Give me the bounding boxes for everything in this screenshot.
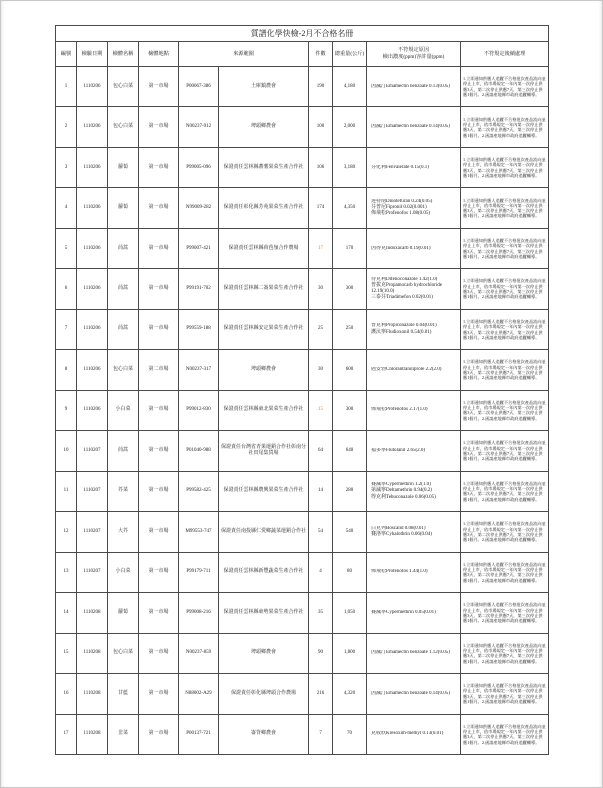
- cell-no: 4: [56, 188, 77, 228]
- cell-location: 第一市場: [139, 228, 179, 268]
- cell-no: 15: [56, 633, 77, 673]
- cell-date: 1110207: [77, 471, 108, 511]
- cell-location: 第一市場: [139, 390, 179, 430]
- cell-item: 茼蒿: [108, 228, 139, 268]
- cell-source: 埤頭鄉農會: [219, 107, 309, 147]
- reason-line: 芬化利Fenvalerate 0.15(0.1): [371, 164, 429, 170]
- action-text: 1.立即通知供應人追蹤不合格批次產品流向並停止上市，依市場規定一年內第一次停止供應3天，第二次停止供應7天，第三次停止供應1個月。2.函請產地縣市政府追蹤輔導。: [463, 683, 546, 705]
- table-row: [56, 431, 549, 471]
- table-row: [56, 471, 549, 511]
- cell-weight: 2,000: [333, 107, 367, 147]
- action-text: 1.立即通知供應人追蹤不合格批次產品流向並停止上市，依市場規定一年內第一次停止供應3天，第二次停止供應7天，第三次停止供應1個月。2.函請產地縣市政府追蹤輔導。: [463, 278, 546, 300]
- cell-count: 90: [309, 633, 333, 673]
- cell-weight: 640: [333, 431, 367, 471]
- reason-line: 普克利Propiconazole 0.04(0.01): [371, 323, 437, 329]
- cell-count: 174: [309, 188, 333, 228]
- action-text: 1.立即通知供應人追蹤不合格批次產品流向並停止上市，依市場規定一年內第一次停止供應3天，第二次停止供應7天，第三次停止供應1個月。2.函請產地縣市政府追蹤輔導。: [463, 440, 546, 462]
- cell-source: 保證責任雲林縣蕃薯果菜生產合作社: [219, 147, 309, 187]
- cell-action: [461, 228, 549, 268]
- cell-reasons: [367, 593, 461, 633]
- table-body: [56, 67, 549, 755]
- cell-reasons: [367, 107, 461, 147]
- cell-source: 保證責任雲林縣東勢果菜生產合作社: [219, 593, 309, 633]
- cell-item: 包心白菜: [108, 633, 139, 673]
- cell-code: P99582-425: [179, 471, 219, 511]
- header-action: 不符規定後續處理: [461, 42, 549, 67]
- table-row: [56, 633, 549, 673]
- cell-source: 崙背鄉農會: [219, 714, 309, 754]
- reason-line: 護汰寧Fludioxonil 0.54(0.01): [371, 329, 432, 335]
- cell-source: 土庫鎮農會: [219, 67, 309, 107]
- cell-reasons: [367, 309, 461, 349]
- cell-reasons: [367, 269, 461, 309]
- cell-date: 1110208: [77, 714, 108, 754]
- cell-code: N00237-912: [179, 107, 219, 147]
- header-reason: [367, 42, 461, 67]
- cell-date: 1110207: [77, 431, 108, 471]
- cell-reasons: [367, 350, 461, 390]
- cell-action: [461, 714, 549, 754]
- cell-action: [461, 512, 549, 552]
- cell-no: 2: [56, 107, 77, 147]
- cell-source: 保證責任台灣省青果運銷合作社彰南分社田尾集貨場: [219, 431, 309, 471]
- cell-date: 1110206: [77, 309, 108, 349]
- cell-action: [461, 674, 549, 714]
- cell-reasons: [367, 512, 461, 552]
- reason-line: 佈飛松Profenofos 1.08(0.05): [371, 211, 431, 217]
- cell-location: 第一市場: [139, 714, 179, 754]
- header-item: 檢體名稱: [108, 42, 139, 67]
- cell-location: 第一市場: [139, 674, 179, 714]
- cell-item: 蘿蔔: [108, 147, 139, 187]
- cell-code: P99012-830: [179, 390, 219, 430]
- cell-reasons: [367, 552, 461, 592]
- header-weight: 總重量(公斤): [333, 42, 367, 67]
- cell-date: 1110206: [77, 107, 108, 147]
- cell-code: P01040-988: [179, 431, 219, 471]
- title-row: [56, 26, 549, 42]
- cell-location: 第一市場: [139, 188, 179, 228]
- table-row: [56, 269, 549, 309]
- cell-action: [461, 431, 549, 471]
- cell-code: N88002-A29: [179, 674, 219, 714]
- cell-count: 7: [309, 714, 333, 754]
- reason-line: 普拔克Propamocarb hydrochloride 12.19(10.0): [371, 282, 442, 295]
- cell-action: [461, 67, 549, 107]
- table-row: [56, 188, 549, 228]
- action-text: 1.立即通知供應人追蹤不合格批次產品流向並停止上市，依市場規定一年內第一次停止供應3天，第二次停止供應7天，第三次停止供應1個月。2.函請產地縣市政府追蹤輔導。: [463, 561, 546, 583]
- cell-code: P99191-702: [179, 269, 219, 309]
- cell-source: 埤頭鄉農會: [219, 350, 309, 390]
- cell-location: 第一市場: [139, 512, 179, 552]
- cell-item: 大芥: [108, 512, 139, 552]
- cell-code: M99553-747: [179, 512, 219, 552]
- cell-code: N99009-282: [179, 188, 219, 228]
- cell-no: 11: [56, 471, 77, 511]
- cell-weight: 250: [333, 309, 367, 349]
- cell-no: 13: [56, 552, 77, 592]
- cell-source: 保證責任雲林縣農興果菜生產合作社: [219, 471, 309, 511]
- cell-reasons: [367, 390, 461, 430]
- cell-count: 15: [309, 390, 333, 430]
- cell-count: 17: [309, 228, 333, 268]
- cell-item: 韭菜: [108, 714, 139, 754]
- cell-reasons: [367, 67, 461, 107]
- cell-reasons: [367, 633, 461, 673]
- action-text: 1.立即通知供應人追蹤不合格批次產品流向並停止上市，依市場規定一年內第一次停止供應3天，第二次停止供應7天，第三次停止供應1個月。2.函請產地縣市政府追蹤輔導。: [463, 602, 546, 624]
- cell-item: 包心白菜: [108, 107, 139, 147]
- cell-no: 17: [56, 714, 77, 754]
- cell-reasons: [367, 431, 461, 471]
- reason-line: 因得克Indoxacarb 0.19(0.01): [371, 245, 431, 251]
- cell-count: 64: [309, 431, 333, 471]
- cell-count: 30: [309, 269, 333, 309]
- cell-code: P99008-216: [179, 593, 219, 633]
- reason-line: 得克利Tebuconazole 0.06(0.05): [371, 494, 436, 500]
- header-location: 檢體地點: [139, 42, 179, 67]
- cell-count: 4: [309, 552, 333, 592]
- cell-weight: 540: [333, 512, 367, 552]
- cell-code: P99179-711: [179, 552, 219, 592]
- cell-no: 12: [56, 512, 77, 552]
- action-text: 1.立即通知供應人追蹤不合格批次產品流向並停止上市，依市場規定一年內第一次停止供應3天，第二次停止供應7天，第三次停止供應1個月。2.函請產地縣市政府追蹤輔導。: [463, 723, 546, 745]
- cell-count: 14: [309, 471, 333, 511]
- cell-no: 9: [56, 390, 77, 430]
- reason-line: 佈飛松Profenofos 2.17(1.0): [371, 407, 428, 413]
- cell-count: 100: [309, 107, 333, 147]
- reason-line: 剋安勃Chlorantraniliprole 2.2(2.0): [371, 366, 442, 372]
- cell-source: 保證責任雲林縣二崙果菜生產合作社: [219, 269, 309, 309]
- cell-source: 保證責任雲林縣荷苞嶺合作農場: [219, 228, 309, 268]
- cell-item: 包心白菜: [108, 67, 139, 107]
- cell-action: [461, 107, 549, 147]
- cell-date: 1110206: [77, 269, 108, 309]
- cell-source: 保證責任彰化縣埤頭合作農場: [219, 674, 309, 714]
- action-text: 1.立即通知供應人追蹤不合格批次產品流向並停止上市，依市場規定一年內第一次停止供應3天，第二次停止供應7天，第三次停止供應1個月。2.函請產地縣市政府追蹤輔導。: [463, 238, 546, 259]
- cell-no: 6: [56, 269, 77, 309]
- cell-location: 第一市場: [139, 309, 179, 349]
- header-row: [56, 42, 549, 67]
- cell-count: 190: [309, 67, 333, 107]
- cell-source: 保證責任南投縣仁愛鄉蔬菜運銷合作社: [219, 512, 309, 552]
- cell-weight: 3,180: [333, 147, 367, 187]
- cell-action: [461, 552, 549, 592]
- reason-line: 因滅汀Emamectin benzoate 1.12(0.05): [371, 650, 450, 656]
- cell-weight: 80: [333, 552, 367, 592]
- cell-reasons: [367, 674, 461, 714]
- cell-action: [461, 269, 549, 309]
- cell-weight: 4,350: [333, 188, 367, 228]
- cell-no: 16: [56, 674, 77, 714]
- action-text: 1.立即通知供應人追蹤不合格批次產品流向並停止上市，依市場規定一年內第一次停止供應3天，第二次停止供應7天，第三次停止供應1個月。2.函請產地縣市政府追蹤輔導。: [463, 157, 546, 178]
- cell-code: P99007-421: [179, 228, 219, 268]
- cell-reasons: [367, 228, 461, 268]
- header-reason-line2: 檢出濃度(ppm)容許量(ppm): [382, 54, 445, 60]
- noncompliance-table: [55, 25, 549, 755]
- action-text: 1.立即通知供應人追蹤不合格批次產品流向並停止上市，依市場規定一年內第一次停止供應3天，第二次停止供應7天，第三次停止供應1個月。2.函請產地縣市政府追蹤輔導。: [463, 521, 546, 543]
- reason-line: 因滅汀Emamectin benzoate 0.14(0.05): [371, 124, 450, 130]
- cell-no: 7: [56, 309, 77, 349]
- cell-action: [461, 350, 549, 390]
- cell-code: P00137-721: [179, 714, 219, 754]
- cell-no: 3: [56, 147, 77, 187]
- cell-code: P00067-386: [179, 67, 219, 107]
- cell-no: 1: [56, 67, 77, 107]
- reason-line: 因滅汀Emamectin benzoate 0.13(0.05): [371, 83, 450, 89]
- cell-reasons: [367, 147, 461, 187]
- cell-count: 25: [309, 309, 333, 349]
- cell-action: [461, 633, 549, 673]
- table-row: [56, 147, 549, 187]
- cell-item: 蘿蔔: [108, 593, 139, 633]
- cell-reasons: [367, 471, 461, 511]
- header-no: 編號: [56, 42, 77, 67]
- cell-location: 第二市場: [139, 350, 179, 390]
- cell-date: 1110208: [77, 633, 108, 673]
- cell-location: 第一市場: [139, 471, 179, 511]
- reason-line: 白克列Boscalid 0.08(0.01): [371, 525, 426, 531]
- table-row: [56, 309, 549, 349]
- reason-line: 賽滅寧Cypermethrin 1.2(1.0): [371, 482, 431, 488]
- cell-weight: 70: [333, 714, 367, 754]
- cell-item: 茼蒿: [108, 269, 139, 309]
- header-reason-line1: 不符規定原因: [397, 47, 430, 54]
- cell-no: 14: [56, 593, 77, 633]
- cell-date: 1110207: [77, 552, 108, 592]
- reason-line: 達特南Dinotefuran 0.24(0.05): [371, 198, 433, 204]
- reason-line: 因滅汀Emamectin benzoate 0.14(0.05): [371, 690, 450, 696]
- cell-code: P99559-188: [179, 309, 219, 349]
- cell-weight: 280: [333, 471, 367, 511]
- reason-line: 佈飛松Profenofos 1.44(1.0): [371, 569, 428, 575]
- cell-date: 1110207: [77, 512, 108, 552]
- cell-action: [461, 147, 549, 187]
- cell-location: 第一市場: [139, 67, 179, 107]
- cell-item: 芥菜: [108, 471, 139, 511]
- cell-code: N00237-859: [179, 633, 219, 673]
- reason-line: 三泰芬Triadimefon 0.02(0.01): [371, 295, 433, 301]
- cell-reasons: [367, 714, 461, 754]
- cell-weight: 300: [333, 390, 367, 430]
- cell-action: [461, 471, 549, 511]
- cell-item: 小白菜: [108, 390, 139, 430]
- cell-no: 10: [56, 431, 77, 471]
- action-text: 1.立即通知供應人追蹤不合格批次產品流向並停止上市，依市場規定一年內第一次停止供應3天，第二次停止供應7天，第三次停止供應1個月。2.函請產地縣市政府追蹤輔導。: [463, 480, 546, 502]
- cell-weight: 600: [333, 350, 367, 390]
- cell-date: 1110206: [77, 188, 108, 228]
- cell-action: [461, 188, 549, 228]
- header-count: 件數: [309, 42, 333, 67]
- reason-line: 芬普尼Fipronil 0.02(0.001): [371, 205, 427, 211]
- cell-date: 1110206: [77, 390, 108, 430]
- action-text: 1.立即通知供應人追蹤不合格批次產品流向並停止上市，依市場規定一年內第一次停止供應3天，第二次停止供應7天，第三次停止供應1個月。2.函請產地縣市政府追蹤輔導。: [463, 116, 546, 138]
- cell-action: [461, 593, 549, 633]
- reason-line: 待克利Difenoconazole 1.42(1.0): [371, 276, 438, 282]
- cell-location: 第一市場: [139, 552, 179, 592]
- action-text: 1.立即通知供應人追蹤不合格批次產品流向並停止上市，依市場規定一年內第一次停止供應3天，第二次停止供應7天，第三次停止供應1個月。2.函請產地縣市政府追蹤輔導。: [463, 318, 546, 340]
- reason-line: 賽滅寧Cypermethrin 0.05(0.01): [371, 609, 436, 615]
- table-row: [56, 593, 549, 633]
- cell-action: [461, 390, 549, 430]
- cell-count: 30: [309, 350, 333, 390]
- action-text: 1.立即通知供應人追蹤不合格批次產品流向並停止上市，依市場規定一年內第一次停止供應3天，第二次停止供應7天，第三次停止供應1個月。2.函請產地縣市政府追蹤輔導。: [463, 399, 546, 421]
- cell-weight: 300: [333, 269, 367, 309]
- cell-location: 第一市場: [139, 633, 179, 673]
- table-row: [56, 107, 549, 147]
- cell-date: 1110206: [77, 228, 108, 268]
- cell-count: 106: [309, 147, 333, 187]
- cell-location: 第一市場: [139, 431, 179, 471]
- cell-source: 埤頭鄉農會: [219, 633, 309, 673]
- cell-source: 保證責任雲林縣安定果菜生產合作社: [219, 309, 309, 349]
- action-text: 1.立即通知供應人追蹤不合格批次產品流向並停止上市，依市場規定一年內第一次停止供應3天，第二次停止供應7天，第三次停止供應1個月。2.函請產地縣市政府追蹤輔導。: [463, 359, 546, 381]
- cell-source: 保證責任雲林縣新豐蔬菜生產合作社: [219, 552, 309, 592]
- table-row: [56, 228, 549, 268]
- cell-item: 茼蒿: [108, 431, 139, 471]
- cell-item: 小白菜: [108, 552, 139, 592]
- cell-weight: 4,180: [333, 67, 367, 107]
- reason-line: 克收欣Kresoxim-methyl 0.13(0.01): [371, 731, 444, 737]
- table-row: [56, 714, 549, 754]
- cell-weight: 4,320: [333, 674, 367, 714]
- cell-location: 第一市場: [139, 147, 179, 187]
- cell-count: 35: [309, 593, 333, 633]
- cell-action: [461, 309, 549, 349]
- cell-date: 1110208: [77, 593, 108, 633]
- cell-source: 保證責任彰化縣芳苑果菜生產合作社: [219, 188, 309, 228]
- header-source: 來源範圍: [179, 42, 309, 67]
- header-date: 檢驗日期: [77, 42, 108, 67]
- action-text: 1.立即通知供應人追蹤不合格批次產品流向並停止上市，依市場規定一年內第一次停止供應3天，第二次停止供應7天，第三次停止供應1個月。2.函請產地縣市政府追蹤輔導。: [463, 642, 546, 664]
- reason-line: 第滅寧Deltamethrin 0.94(0.2): [371, 488, 432, 494]
- cell-weight: 1,050: [333, 593, 367, 633]
- cell-location: 第一市場: [139, 107, 179, 147]
- table-row: [56, 350, 549, 390]
- table-row: [56, 67, 549, 107]
- cell-location: 第一市場: [139, 269, 179, 309]
- cell-item: 包心白菜: [108, 350, 139, 390]
- page-title: 質譜化學快檢-2月不合格名冊: [56, 26, 549, 42]
- action-text: 1.立即通知供應人追蹤不合格批次產品流向並停止上市，依市場規定一年內第一次停止供應3天，第二次停止供應7天，第三次停止供應1個月。2.函請產地縣市政府追蹤輔導。: [463, 76, 546, 98]
- cell-source: 保證責任雲林縣東北果菜生產合作社: [219, 390, 309, 430]
- table-row: [56, 552, 549, 592]
- cell-item: 茼蒿: [108, 309, 139, 349]
- cell-code: N00237-317: [179, 350, 219, 390]
- cell-code: P99005-096: [179, 147, 219, 187]
- cell-weight: 170: [333, 228, 367, 268]
- table-row: [56, 512, 549, 552]
- cell-weight: 1,800: [333, 633, 367, 673]
- cell-count: 54: [309, 512, 333, 552]
- cell-no: 8: [56, 350, 77, 390]
- cell-location: 第一市場: [139, 593, 179, 633]
- table-row: [56, 674, 549, 714]
- reason-line: 福多寧Flutolanil 2.65(2.0): [371, 447, 426, 453]
- cell-reasons: [367, 188, 461, 228]
- table-row: [56, 390, 549, 430]
- cell-date: 1110208: [77, 674, 108, 714]
- cell-date: 1110206: [77, 350, 108, 390]
- cell-count: 216: [309, 674, 333, 714]
- cell-item: 蘿蔔: [108, 188, 139, 228]
- cell-item: 甘藍: [108, 674, 139, 714]
- cell-date: 1110206: [77, 147, 108, 187]
- cell-no: 5: [56, 228, 77, 268]
- reason-line: 賽洛寧Cyhalothrin 0.06(0.04): [371, 531, 432, 537]
- action-text: 1.立即通知供應人追蹤不合格批次產品流向並停止上市，依市場規定一年內第一次停止供應3天，第二次停止供應7天，第三次停止供應1個月。2.函請產地縣市政府追蹤輔導。: [463, 197, 546, 219]
- cell-date: 1110206: [77, 67, 108, 107]
